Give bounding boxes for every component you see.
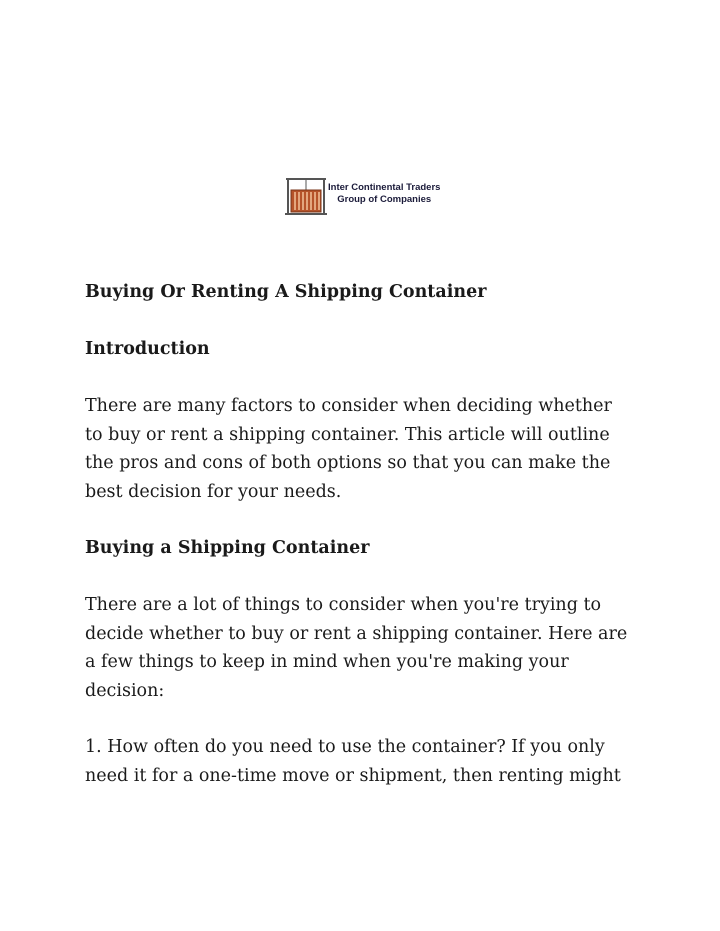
paragraph-line: There are a lot of things to consider when you're trying to — [85, 595, 602, 615]
paragraph-line: decision: — [85, 680, 165, 701]
introduction-paragraph — [85, 392, 645, 506]
paragraph-line: best decision for your needs. — [85, 481, 342, 502]
document-body — [85, 278, 645, 790]
shipping-container-crane-icon — [284, 172, 328, 216]
paragraph-line: need it for a one-time move or shipment, then renting might — [85, 765, 621, 786]
numbered-point-1 — [85, 733, 645, 790]
buying-paragraph — [85, 591, 645, 705]
paragraph-line: decide whether to buy or rent a shipping container. Here are — [85, 623, 628, 644]
logo-line-1: Inter Continental Traders — [328, 182, 441, 193]
document-title: Buying Or Renting A Shipping Container — [85, 282, 487, 302]
paragraph-line: There are many factors to consider when deciding whether — [85, 396, 612, 416]
logo-line-2: Group of Companies — [337, 194, 432, 205]
paragraph-line: to buy or rent a shipping container. This article will outline — [85, 424, 610, 445]
company-logo — [284, 170, 440, 218]
paragraph-line: 1. How often do you need to use the container? If you only — [85, 737, 605, 757]
logo-text — [328, 182, 440, 206]
paragraph-line: a few things to keep in mind when you're making your — [85, 652, 569, 672]
section-heading-introduction: Introduction — [85, 339, 210, 359]
paragraph-line: the pros and cons of both options so that you can make the — [85, 453, 611, 473]
section-heading-buying: Buying a Shipping Container — [85, 538, 370, 558]
